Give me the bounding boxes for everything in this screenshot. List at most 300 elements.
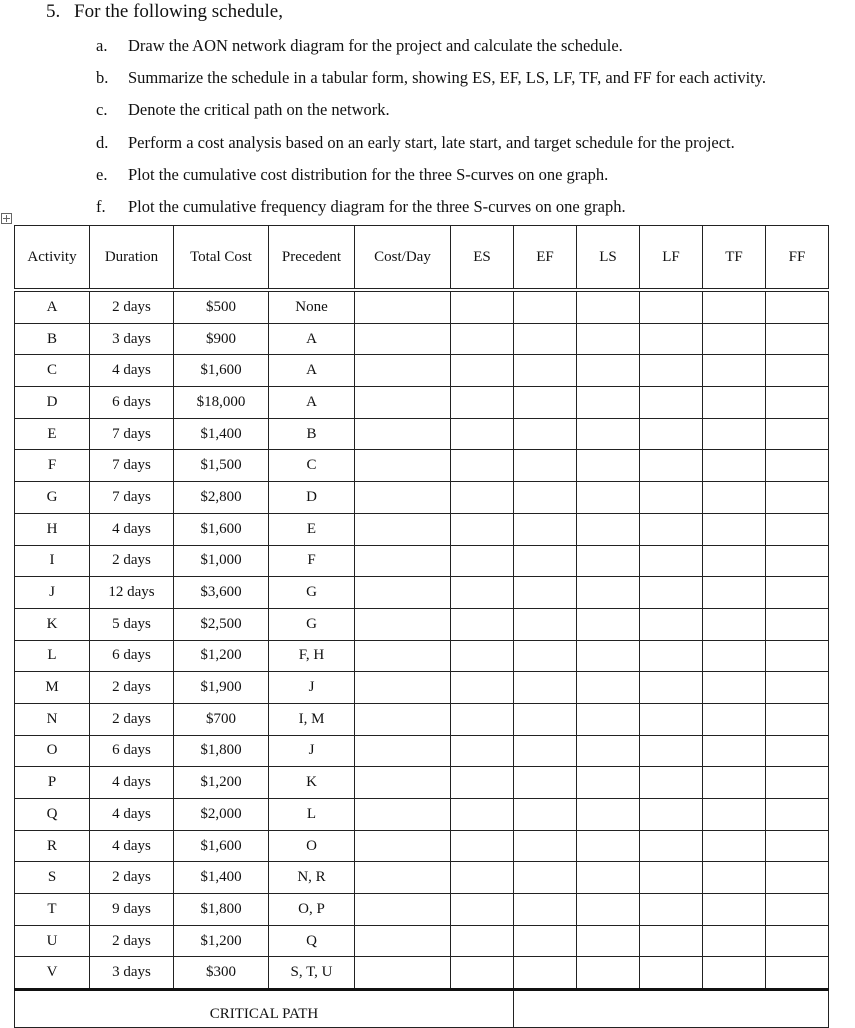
cell-cost-per-day[interactable] <box>355 292 451 324</box>
cell-lf[interactable] <box>640 355 703 387</box>
cell-ff[interactable] <box>766 292 829 324</box>
question-part <box>96 195 766 227</box>
critical-path-label: CRITICAL PATH <box>15 990 514 1028</box>
table-row <box>15 767 829 799</box>
table-row <box>15 703 829 735</box>
cell-duration: 4 days <box>90 767 174 799</box>
cell-activity: K <box>15 608 90 640</box>
cell-duration: 2 days <box>90 292 174 324</box>
cell-cost-per-day[interactable] <box>355 767 451 799</box>
cell-duration: 6 days <box>90 735 174 767</box>
header-ef: EF <box>514 226 577 289</box>
cell-lf[interactable] <box>640 672 703 704</box>
cell-ff[interactable] <box>766 577 829 609</box>
cell-activity: R <box>15 830 90 862</box>
cell-lf[interactable] <box>640 450 703 482</box>
table-header-row <box>15 226 829 289</box>
header-activity: Activity <box>15 226 90 289</box>
header-precedent: Precedent <box>269 226 355 289</box>
cell-duration: 3 days <box>90 323 174 355</box>
cell-ls[interactable] <box>577 545 640 577</box>
cell-precedent: None <box>269 292 355 324</box>
cell-ef[interactable] <box>514 862 577 894</box>
cell-es[interactable] <box>451 767 514 799</box>
cell-ls[interactable] <box>577 450 640 482</box>
cell-cost-per-day[interactable] <box>355 577 451 609</box>
cell-precedent: F, H <box>269 640 355 672</box>
header-lf: LF <box>640 226 703 289</box>
cell-tf[interactable] <box>703 387 766 419</box>
cell-duration: 2 days <box>90 545 174 577</box>
cell-activity: M <box>15 672 90 704</box>
cell-duration: 2 days <box>90 672 174 704</box>
cell-activity: A <box>15 292 90 324</box>
question-part <box>96 98 766 130</box>
table-row <box>15 387 829 419</box>
cell-cost-per-day[interactable] <box>355 418 451 450</box>
cell-es[interactable] <box>451 830 514 862</box>
table-row <box>15 450 829 482</box>
cell-ef[interactable] <box>514 418 577 450</box>
question-part <box>96 163 766 195</box>
cell-cost-per-day[interactable] <box>355 862 451 894</box>
cell-tf[interactable] <box>703 482 766 514</box>
cell-cost-per-day[interactable] <box>355 672 451 704</box>
cell-tf[interactable] <box>703 292 766 324</box>
cell-ff[interactable] <box>766 830 829 862</box>
cell-es[interactable] <box>451 482 514 514</box>
cell-duration: 12 days <box>90 577 174 609</box>
cell-lf[interactable] <box>640 482 703 514</box>
cell-duration: 6 days <box>90 387 174 419</box>
part-text: Plot the cumulative frequency diagram for the three S-curves on one graph. <box>128 196 626 216</box>
cell-es[interactable] <box>451 799 514 831</box>
cell-precedent: A <box>269 323 355 355</box>
cell-ff[interactable] <box>766 355 829 387</box>
cell-cost-per-day[interactable] <box>355 608 451 640</box>
cell-lf[interactable] <box>640 292 703 324</box>
cell-ls[interactable] <box>577 830 640 862</box>
cell-lf[interactable] <box>640 387 703 419</box>
cell-ef[interactable] <box>514 292 577 324</box>
cell-tf[interactable] <box>703 577 766 609</box>
cell-precedent: J <box>269 735 355 767</box>
cell-ff[interactable] <box>766 323 829 355</box>
cell-total-cost: $3,600 <box>174 577 269 609</box>
cell-precedent: S, T, U <box>269 957 355 990</box>
cell-lf[interactable] <box>640 830 703 862</box>
cell-activity: T <box>15 894 90 926</box>
cell-duration: 2 days <box>90 925 174 957</box>
cell-ef[interactable] <box>514 830 577 862</box>
cell-activity: H <box>15 513 90 545</box>
part-text: Perform a cost analysis based on an early start, late start, and target schedule for the project. <box>128 132 735 152</box>
cell-precedent: E <box>269 513 355 545</box>
cell-cost-per-day[interactable] <box>355 925 451 957</box>
cell-duration: 7 days <box>90 450 174 482</box>
question-part <box>96 131 766 163</box>
cell-ff[interactable] <box>766 894 829 926</box>
critical-path-value-cell[interactable] <box>514 990 829 1028</box>
cell-ef[interactable] <box>514 577 577 609</box>
cell-ff[interactable] <box>766 767 829 799</box>
cell-ls[interactable] <box>577 482 640 514</box>
cell-ls[interactable] <box>577 925 640 957</box>
cell-lf[interactable] <box>640 323 703 355</box>
cell-cost-per-day[interactable] <box>355 387 451 419</box>
cell-precedent: O, P <box>269 894 355 926</box>
cell-activity: C <box>15 355 90 387</box>
header-total-cost: Total Cost <box>174 226 269 289</box>
cell-precedent: C <box>269 450 355 482</box>
cell-ls[interactable] <box>577 418 640 450</box>
cell-activity: F <box>15 450 90 482</box>
cell-ef[interactable] <box>514 608 577 640</box>
cell-ef[interactable] <box>514 799 577 831</box>
cell-total-cost: $1,400 <box>174 862 269 894</box>
cell-duration: 4 days <box>90 830 174 862</box>
cell-activity: S <box>15 862 90 894</box>
part-letter: b. <box>96 68 109 88</box>
cell-ff[interactable] <box>766 703 829 735</box>
cell-precedent: N, R <box>269 862 355 894</box>
cell-ls[interactable] <box>577 292 640 324</box>
table-row <box>15 735 829 767</box>
cell-precedent: F <box>269 545 355 577</box>
table-row <box>15 894 829 926</box>
cell-es[interactable] <box>451 513 514 545</box>
cell-duration: 6 days <box>90 640 174 672</box>
cell-lf[interactable] <box>640 640 703 672</box>
cell-es[interactable] <box>451 450 514 482</box>
cell-activity: I <box>15 545 90 577</box>
cell-ff[interactable] <box>766 513 829 545</box>
cell-precedent: Q <box>269 925 355 957</box>
cell-total-cost: $300 <box>174 957 269 990</box>
part-text: Plot the cumulative cost distribution for the three S-curves on one graph. <box>128 164 609 184</box>
cell-tf[interactable] <box>703 894 766 926</box>
question-number: 5. <box>46 1 61 22</box>
cell-ef[interactable] <box>514 387 577 419</box>
part-text: Summarize the schedule in a tabular form, showing ES, EF, LS, LF, TF, and FF for each activity. <box>128 68 767 88</box>
cell-tf[interactable] <box>703 355 766 387</box>
cell-es[interactable] <box>451 735 514 767</box>
cell-ef[interactable] <box>514 450 577 482</box>
cell-cost-per-day[interactable] <box>355 799 451 831</box>
cell-total-cost: $2,500 <box>174 608 269 640</box>
cell-total-cost: $900 <box>174 323 269 355</box>
header-tf: TF <box>703 226 766 289</box>
cell-es[interactable] <box>451 894 514 926</box>
cell-duration: 9 days <box>90 894 174 926</box>
cell-activity: U <box>15 925 90 957</box>
cell-es[interactable] <box>451 545 514 577</box>
cell-ef[interactable] <box>514 545 577 577</box>
cell-tf[interactable] <box>703 703 766 735</box>
cell-ls[interactable] <box>577 735 640 767</box>
cell-ls[interactable] <box>577 608 640 640</box>
cell-ff[interactable] <box>766 799 829 831</box>
cell-activity: P <box>15 767 90 799</box>
table-row <box>15 292 829 324</box>
cell-ff[interactable] <box>766 957 829 990</box>
cell-ff[interactable] <box>766 545 829 577</box>
cell-precedent: L <box>269 799 355 831</box>
cell-tf[interactable] <box>703 767 766 799</box>
cell-total-cost: $1,200 <box>174 640 269 672</box>
cell-es[interactable] <box>451 608 514 640</box>
cell-activity: D <box>15 387 90 419</box>
cell-cost-per-day[interactable] <box>355 640 451 672</box>
cell-precedent: D <box>269 482 355 514</box>
cell-precedent: K <box>269 767 355 799</box>
cell-activity: O <box>15 735 90 767</box>
cell-lf[interactable] <box>640 799 703 831</box>
cell-tf[interactable] <box>703 513 766 545</box>
cell-cost-per-day[interactable] <box>355 703 451 735</box>
part-text: Draw the AON network diagram for the project and calculate the schedule. <box>128 36 623 55</box>
table-row <box>15 513 829 545</box>
cell-cost-per-day[interactable] <box>355 830 451 862</box>
table-row <box>15 608 829 640</box>
cell-ff[interactable] <box>766 925 829 957</box>
cell-ef[interactable] <box>514 767 577 799</box>
cell-cost-per-day[interactable] <box>355 323 451 355</box>
table-row <box>15 323 829 355</box>
cell-es[interactable] <box>451 640 514 672</box>
cell-tf[interactable] <box>703 545 766 577</box>
cell-ff[interactable] <box>766 672 829 704</box>
cell-tf[interactable] <box>703 640 766 672</box>
cell-precedent: I, M <box>269 703 355 735</box>
table-row <box>15 957 829 990</box>
cell-es[interactable] <box>451 925 514 957</box>
cell-ff[interactable] <box>766 640 829 672</box>
cell-ls[interactable] <box>577 799 640 831</box>
cell-duration: 7 days <box>90 418 174 450</box>
cell-lf[interactable] <box>640 957 703 990</box>
cell-ff[interactable] <box>766 387 829 419</box>
table-move-handle-icon[interactable] <box>1 213 12 224</box>
cell-ls[interactable] <box>577 862 640 894</box>
cell-activity: V <box>15 957 90 990</box>
cell-ef[interactable] <box>514 894 577 926</box>
cell-activity: Q <box>15 799 90 831</box>
cell-es[interactable] <box>451 577 514 609</box>
cell-ff[interactable] <box>766 482 829 514</box>
cell-es[interactable] <box>451 323 514 355</box>
cell-es[interactable] <box>451 355 514 387</box>
part-letter: d. <box>96 132 109 152</box>
cell-total-cost: $1,000 <box>174 545 269 577</box>
question-parts-list <box>96 34 766 227</box>
question-text: For the following schedule, <box>74 1 283 22</box>
cell-duration: 4 days <box>90 355 174 387</box>
cell-precedent: A <box>269 387 355 419</box>
part-letter: c. <box>96 100 108 120</box>
header-ls: LS <box>577 226 640 289</box>
table-row <box>15 418 829 450</box>
cell-tf[interactable] <box>703 418 766 450</box>
cell-ef[interactable] <box>514 735 577 767</box>
cell-ef[interactable] <box>514 482 577 514</box>
cell-tf[interactable] <box>703 925 766 957</box>
cell-es[interactable] <box>451 957 514 990</box>
header-ff: FF <box>766 226 829 289</box>
cell-ff[interactable] <box>766 450 829 482</box>
cell-precedent: G <box>269 608 355 640</box>
cell-tf[interactable] <box>703 608 766 640</box>
cell-ef[interactable] <box>514 672 577 704</box>
cell-ef[interactable] <box>514 703 577 735</box>
cell-total-cost: $1,600 <box>174 355 269 387</box>
table-row <box>15 577 829 609</box>
cell-ls[interactable] <box>577 894 640 926</box>
cell-lf[interactable] <box>640 608 703 640</box>
cell-tf[interactable] <box>703 450 766 482</box>
cell-total-cost: $1,800 <box>174 894 269 926</box>
part-letter: f. <box>96 196 106 216</box>
cell-tf[interactable] <box>703 672 766 704</box>
cell-precedent: J <box>269 672 355 704</box>
cell-activity: J <box>15 577 90 609</box>
cell-cost-per-day[interactable] <box>355 957 451 990</box>
cell-precedent: O <box>269 830 355 862</box>
cell-ef[interactable] <box>514 323 577 355</box>
cell-activity: L <box>15 640 90 672</box>
cell-ls[interactable] <box>577 957 640 990</box>
table-row <box>15 862 829 894</box>
cell-ef[interactable] <box>514 957 577 990</box>
cell-lf[interactable] <box>640 418 703 450</box>
cell-lf[interactable] <box>640 767 703 799</box>
cell-ff[interactable] <box>766 735 829 767</box>
cell-es[interactable] <box>451 292 514 324</box>
header-cost-per-day: Cost/Day <box>355 226 451 289</box>
question-part <box>96 66 766 98</box>
cell-cost-per-day[interactable] <box>355 482 451 514</box>
cell-cost-per-day[interactable] <box>355 513 451 545</box>
cell-total-cost: $1,200 <box>174 925 269 957</box>
header-es: ES <box>451 226 514 289</box>
cell-es[interactable] <box>451 387 514 419</box>
cell-duration: 4 days <box>90 513 174 545</box>
cell-tf[interactable] <box>703 862 766 894</box>
cell-ls[interactable] <box>577 355 640 387</box>
table-row <box>15 925 829 957</box>
table-row <box>15 640 829 672</box>
cell-activity: E <box>15 418 90 450</box>
cell-cost-per-day[interactable] <box>355 450 451 482</box>
cell-ls[interactable] <box>577 640 640 672</box>
cell-ff[interactable] <box>766 608 829 640</box>
cell-total-cost: $700 <box>174 703 269 735</box>
cell-tf[interactable] <box>703 957 766 990</box>
cell-ls[interactable] <box>577 513 640 545</box>
cell-ls[interactable] <box>577 767 640 799</box>
cell-total-cost: $1,900 <box>174 672 269 704</box>
cell-cost-per-day[interactable] <box>355 355 451 387</box>
cell-cost-per-day[interactable] <box>355 894 451 926</box>
schedule-table <box>14 225 829 1028</box>
cell-lf[interactable] <box>640 577 703 609</box>
critical-path-row <box>15 990 829 1028</box>
cell-total-cost: $1,800 <box>174 735 269 767</box>
cell-total-cost: $500 <box>174 292 269 324</box>
cell-lf[interactable] <box>640 894 703 926</box>
table-row <box>15 799 829 831</box>
cell-precedent: B <box>269 418 355 450</box>
cell-ls[interactable] <box>577 387 640 419</box>
cell-tf[interactable] <box>703 830 766 862</box>
table-row <box>15 830 829 862</box>
cell-ls[interactable] <box>577 323 640 355</box>
cell-duration: 4 days <box>90 799 174 831</box>
cell-es[interactable] <box>451 703 514 735</box>
cell-total-cost: $18,000 <box>174 387 269 419</box>
cell-cost-per-day[interactable] <box>355 545 451 577</box>
cell-precedent: A <box>269 355 355 387</box>
cell-ef[interactable] <box>514 640 577 672</box>
cell-activity: N <box>15 703 90 735</box>
cell-ls[interactable] <box>577 672 640 704</box>
cell-lf[interactable] <box>640 862 703 894</box>
cell-duration: 2 days <box>90 703 174 735</box>
cell-lf[interactable] <box>640 703 703 735</box>
part-letter: a. <box>96 36 108 55</box>
cell-activity: B <box>15 323 90 355</box>
table-row <box>15 482 829 514</box>
cell-ls[interactable] <box>577 577 640 609</box>
cell-precedent: G <box>269 577 355 609</box>
cell-duration: 5 days <box>90 608 174 640</box>
cell-total-cost: $1,600 <box>174 513 269 545</box>
cell-ff[interactable] <box>766 418 829 450</box>
cell-total-cost: $1,400 <box>174 418 269 450</box>
cell-tf[interactable] <box>703 323 766 355</box>
table-row <box>15 355 829 387</box>
cell-total-cost: $1,500 <box>174 450 269 482</box>
cell-total-cost: $1,600 <box>174 830 269 862</box>
cell-lf[interactable] <box>640 735 703 767</box>
cell-lf[interactable] <box>640 513 703 545</box>
cell-cost-per-day[interactable] <box>355 735 451 767</box>
cell-lf[interactable] <box>640 545 703 577</box>
cell-ef[interactable] <box>514 513 577 545</box>
cell-lf[interactable] <box>640 925 703 957</box>
cell-es[interactable] <box>451 672 514 704</box>
cell-ef[interactable] <box>514 355 577 387</box>
cell-duration: 2 days <box>90 862 174 894</box>
cell-total-cost: $2,800 <box>174 482 269 514</box>
cell-ls[interactable] <box>577 703 640 735</box>
cell-tf[interactable] <box>703 735 766 767</box>
table-row <box>15 545 829 577</box>
cell-duration: 7 days <box>90 482 174 514</box>
cell-tf[interactable] <box>703 799 766 831</box>
cell-total-cost: $2,000 <box>174 799 269 831</box>
part-letter: e. <box>96 164 108 184</box>
header-duration: Duration <box>90 226 174 289</box>
cell-es[interactable] <box>451 418 514 450</box>
cell-ef[interactable] <box>514 925 577 957</box>
part-text: Denote the critical path on the network. <box>128 100 390 120</box>
question-title <box>46 0 283 24</box>
cell-ff[interactable] <box>766 862 829 894</box>
cell-es[interactable] <box>451 862 514 894</box>
question-part <box>96 34 766 66</box>
table-row <box>15 672 829 704</box>
